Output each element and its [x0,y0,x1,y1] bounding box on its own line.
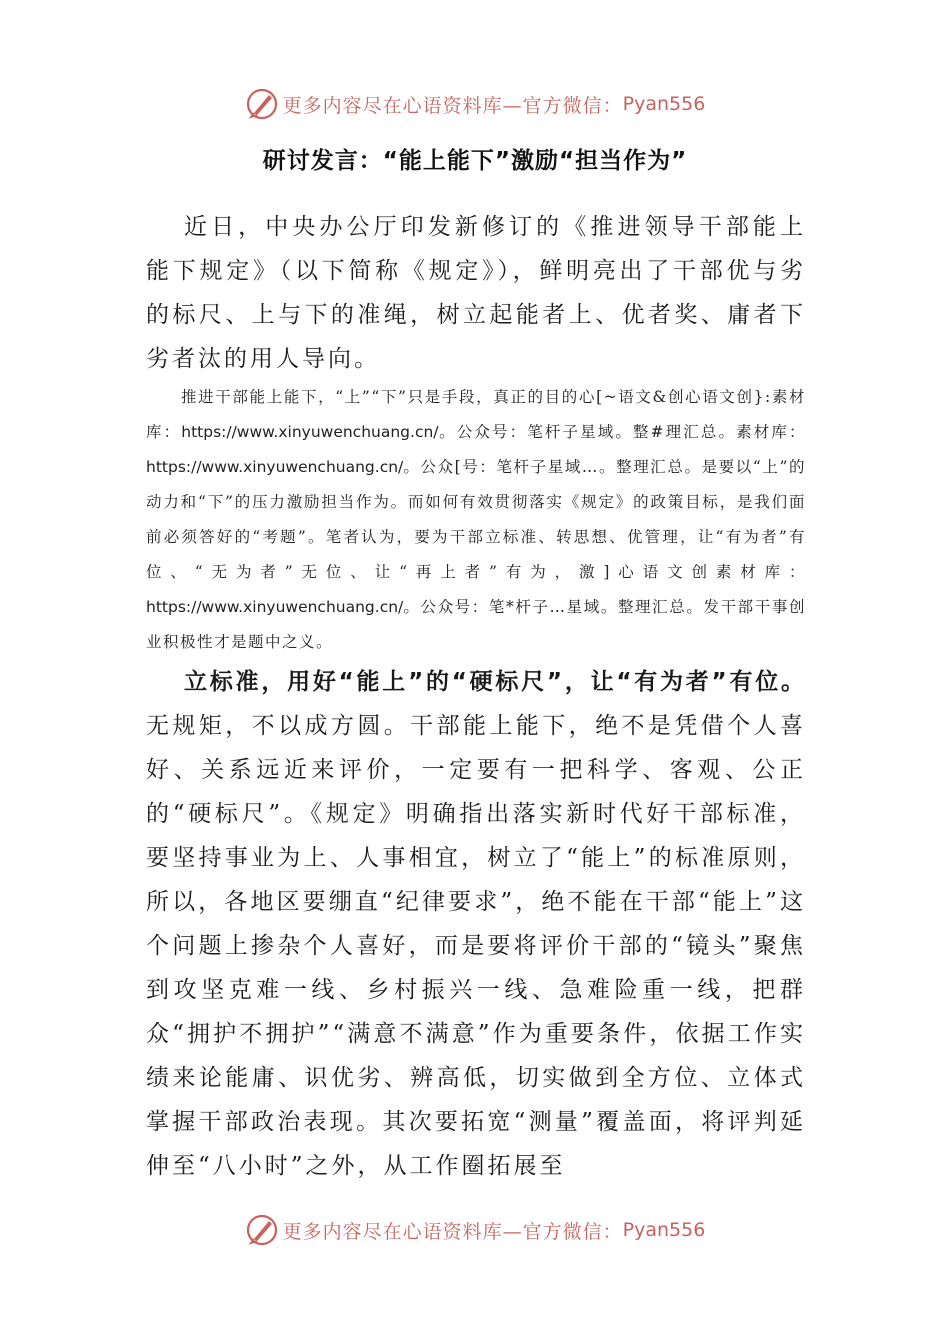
paragraph-text: 。公众号：笔杆子星域。整#理汇总。素材库： [438,423,806,441]
source-url: https://www.xinyuwenchuang.cn/ [181,423,439,441]
paragraph-intro: 近日，中央办公厅印发新修订的《推进领导干部能上能下规定》（以下简称《规定》），鲜明亮出了干部优与劣的标尺、上与下的准绳，树立起能者上、优者奖、庸者下劣者汰的用人导向。 [146,214,806,372]
quill-pen-icon [245,1213,279,1247]
paragraph-section-one [146,660,806,1188]
paragraph-text: 推进干部能上能下，“上”“下”只是手段，真正的目的心[~语文&创心语文创}:素材库： [146,388,806,441]
paragraph-text: 。公众[号：笔杆子星域…。整理汇总。是要以“上”的动力和“下”的压力激励担当作为。而如何有效贯彻落实《规定》的政策目标，是我们面前必须答好的“考题”。笔者认为，要为干部立标准、转思想、优管理，让“有为者”有位、“无为者”无位、让“再上者”有为，激]心语文创素材库： [146,458,806,581]
paragraph-text: 。公众号：笔*杆子…星域。整理汇总。发干部干事创业积极性才是题中之义。 [146,598,806,651]
section-heading: 立标准，用好“能上”的“硬标尺”，让“有为者”有位。 [184,669,806,695]
header-banner [0,84,950,124]
source-url: https://www.xinyuwenchuang.cn/ [146,458,404,476]
source-url: https://www.xinyuwenchuang.cn/ [146,598,404,616]
section-body: 无规矩，不以成方圆。干部能上能下，绝不是凭借个人喜好、关系远近来评价，一定要有一把科学、客观、公正的“硬标尺”。《规定》明确指出落实新时代好干部标准，要坚持事业为上、人事相宜，树立了“能上”的标准原则，所以，各地区要绷直“纪律要求”，绝不能在干部“能上”这个问题上掺杂个人喜好，而是要将评价干部的“镜头”聚焦到攻坚克难一线、乡村振兴一线、急难险重一线，把群众“拥护不拥护”“满意不满意”作为重要条件，依据工作实绩来论能庸、识优劣、辨高低，切实做到全方位、立体式掌握干部政治表现。其次要拓宽“测量”覆盖面，将评判延伸至“八小时”之外，从工作圈拓展至 [146,713,806,1179]
quill-pen-icon [245,87,279,121]
footer-banner [0,1210,950,1250]
banner-wechat-id: Pyan556 [622,93,706,115]
banner-text: 更多内容尽在心语资料库—官方微信： [282,1220,623,1243]
document-title: 研讨发言：“能上能下”激励“担当作为” [262,148,688,174]
banner-wechat-id: Pyan556 [622,1219,706,1241]
banner-text: 更多内容尽在心语资料库—官方微信： [282,94,623,117]
paragraph-small-print [146,380,806,660]
